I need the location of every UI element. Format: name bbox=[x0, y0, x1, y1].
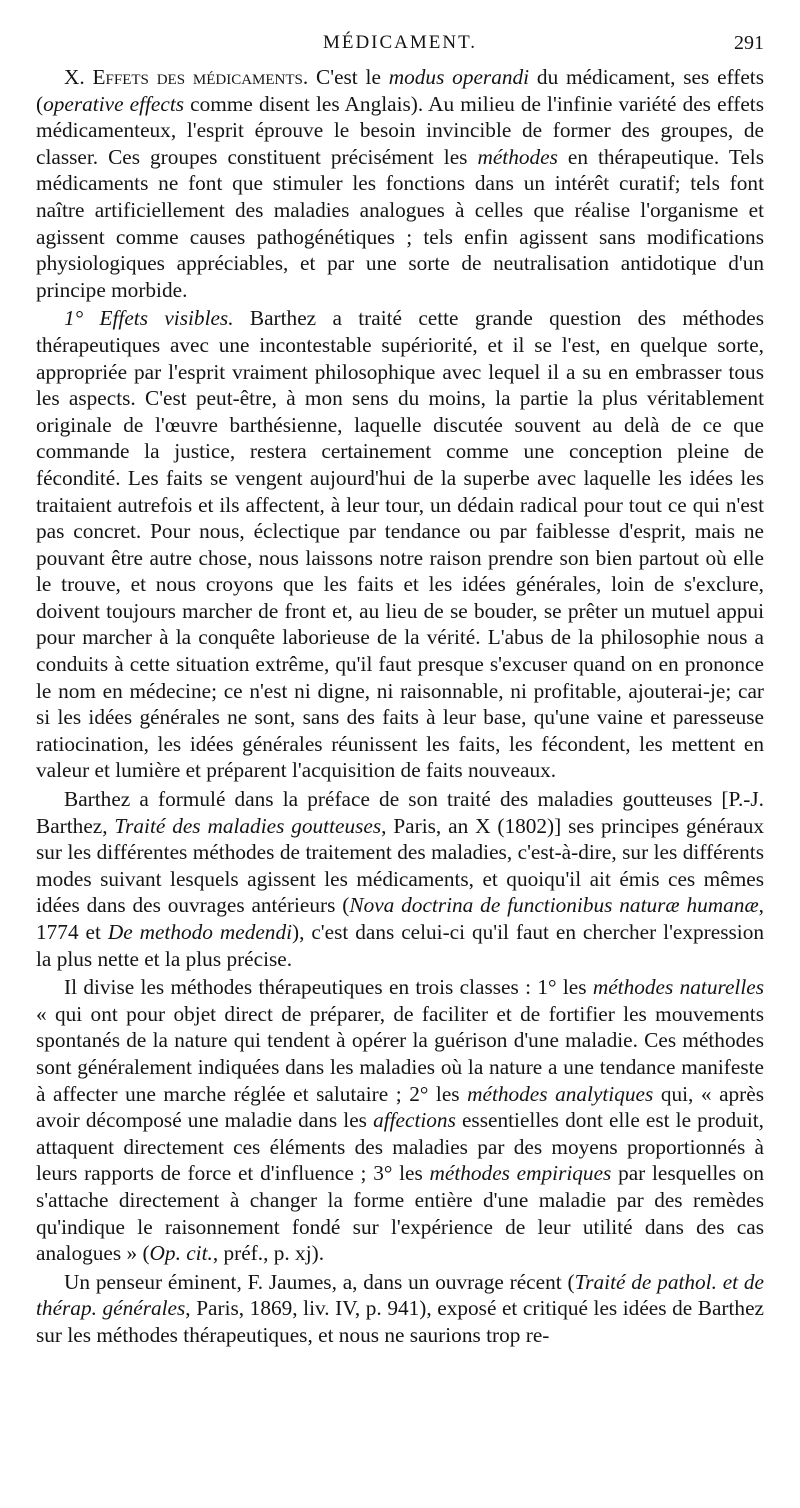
text-run: essentielles dont elle est le produit, attaquent directement ces éléments des maladies par des moyens proportionnés à leurs rapports de force et d'influence ; 3° les bbox=[36, 1108, 764, 1186]
paragraph-barthez-preface bbox=[36, 786, 764, 972]
italic-run: méthodes analytiques bbox=[467, 1081, 654, 1106]
page-header bbox=[36, 28, 764, 64]
italic-run: operative effects bbox=[43, 91, 185, 116]
text-run: comme disent les Anglais). Au milieu de l'infinie variété des effets médicamenteux, l'esprit éprouve le besoin invincible de former des groupes, de classer. Ces groupes constituent précisément les bbox=[36, 91, 764, 169]
text-run: par lesquelles on s'attache directement à changer la forme entière d'une maladie par des remèdes qu'indique le raisonnement fondé sur l'expérience de leur utilité dans des cas analogues » ( bbox=[36, 1161, 765, 1266]
paragraph-section-x bbox=[36, 64, 764, 303]
italic-run: méthodes bbox=[477, 144, 558, 169]
italic-run: méthodes empiriques bbox=[429, 1161, 612, 1186]
paragraph-effets-visibles bbox=[36, 305, 764, 784]
text-run: en thérapeutique. Tels médicaments ne font que stimuler les fonctions dans un intérêt curatif; tels font naître artificiellement des maladies analogues à celles que réalise l'organisme et agissent comme causes pathogénétiques ; tels enfin agissent sans modifications physiologiques appréciables, et par une sorte de neutralisation antidotique d'un principe morbide. bbox=[36, 144, 764, 302]
text-run: ), c'est dans celui-ci qu'il faut en chercher l'expression la plus nette et la plus précise. bbox=[36, 920, 764, 971]
italic-run: Nova doctrina de functionibus naturæ humanæ bbox=[349, 893, 759, 918]
subsection-heading: 1° Effets visibles. bbox=[64, 306, 234, 331]
text-run: , Paris, 1869, liv. IV, p. 941), exposé et critiqué les idées de Barthez sur les méthodes thérapeutiques, et nous ne saurions trop re- bbox=[36, 1296, 764, 1347]
text-run: Un penseur éminent, F. Jaumes, a, dans un ouvrage récent ( bbox=[64, 1269, 575, 1294]
text-run: du médicament, ses effets ( bbox=[36, 65, 765, 116]
text-run: C'est le bbox=[308, 65, 389, 89]
italic-run: Traité de pathol. et de thérap. générales bbox=[36, 1269, 765, 1321]
text-run: , préf., p. xj). bbox=[212, 1241, 325, 1266]
text-run: Barthez a formulé dans la préface de son traité des maladies goutteuses [P.-J. Barthez, bbox=[36, 787, 764, 838]
text-run: Il divise les méthodes thérapeutiques en trois classes : 1° les bbox=[64, 975, 593, 1000]
text-run: , 1774 et bbox=[36, 893, 764, 944]
text-run: « qui ont pour objet direct de préparer, de faciliter et de fortifier les mouvements spontanés de la nature qui tendent à opérer la guérison d'une maladie. Ces méthodes sont généralement indiquées dans les maladies où la nature a une tendance manifeste à affecter une marche réglée et salutaire ; 2° les bbox=[36, 1001, 764, 1106]
paragraph-trois-classes bbox=[36, 974, 764, 1267]
italic-run: affections bbox=[373, 1108, 456, 1133]
body-text bbox=[36, 64, 764, 1349]
italic-run: De methodo medendi bbox=[107, 920, 293, 944]
text-run: qui, « après avoir décomposé une maladie dans les bbox=[36, 1081, 765, 1133]
text-run: , Paris, an X (1802)] ses principes généraux sur les différentes méthodes de traitement des maladies, c'est-à-dire, sur les différents modes suivant lesquels agissent les médicaments, et quoiqu'il ait émis ces mêmes idées dans des ouvrages antérieurs ( bbox=[36, 813, 764, 918]
paragraph-jaumes bbox=[36, 1269, 764, 1349]
running-head: MÉDICAMENT. bbox=[322, 32, 478, 53]
text-run: Barthez a traité cette grande question des méthodes thérapeutiques avec une incontestable supériorité, et il se l'est, en quelque sorte, appropriée par l'esprit vraiment philosophique avec lequel il a su en embrasser tous les aspects. C'est peut-être, à mon sens du moins, la partie la plus véritablement originale de l'œuvre barthésienne, laquelle discutée souvent au delà de ce que commande la justice, restera certainement comme une conception pleine de fécondité. Les faits se vengent aujourd'hui de la superbe avec laquelle les idées les traitaient autrefois et ils affectent, à leur tour, un dédain radical pour tout ce qui n'est pas concret. Pour nous, éclectique par tendance ou par faiblesse d'esprit, mais ne pouvant être autre chose, nous laissons notre raison prendre son bien partout où elle le trouve, et nous croyons que les faits et les idées générales, loin de s'exclure, doivent toujours marcher de front et, au lieu de se bouder, se prêter un mutuel appui pour marcher à la conquête laborieuse de la vérité. L'abus de la philosophie nous a conduits à cette situation extrême, qu'il faut presque s'excuser quand on en prononce le nom en médecine; ce n'est ni digne, ni raisonnable, ni profitable, ajouterai-je; car si les idées générales ne sont, sans des faits à leur base, qu'une vaine et paresseuse ratiocination, les idées générales réunissent les faits, les fécondent, les mettent en valeur et lumière et préparent l'acquisition de faits nouveaux. bbox=[36, 306, 764, 783]
italic-run: modus operandi bbox=[388, 65, 530, 89]
section-heading: X. Effets des médicaments. bbox=[64, 65, 309, 89]
italic-run: méthodes naturelles bbox=[592, 975, 764, 1000]
italic-run: Op. cit. bbox=[149, 1241, 213, 1266]
italic-run: Traité des maladies goutteuses bbox=[114, 813, 382, 838]
page-number: 291 bbox=[734, 32, 764, 54]
